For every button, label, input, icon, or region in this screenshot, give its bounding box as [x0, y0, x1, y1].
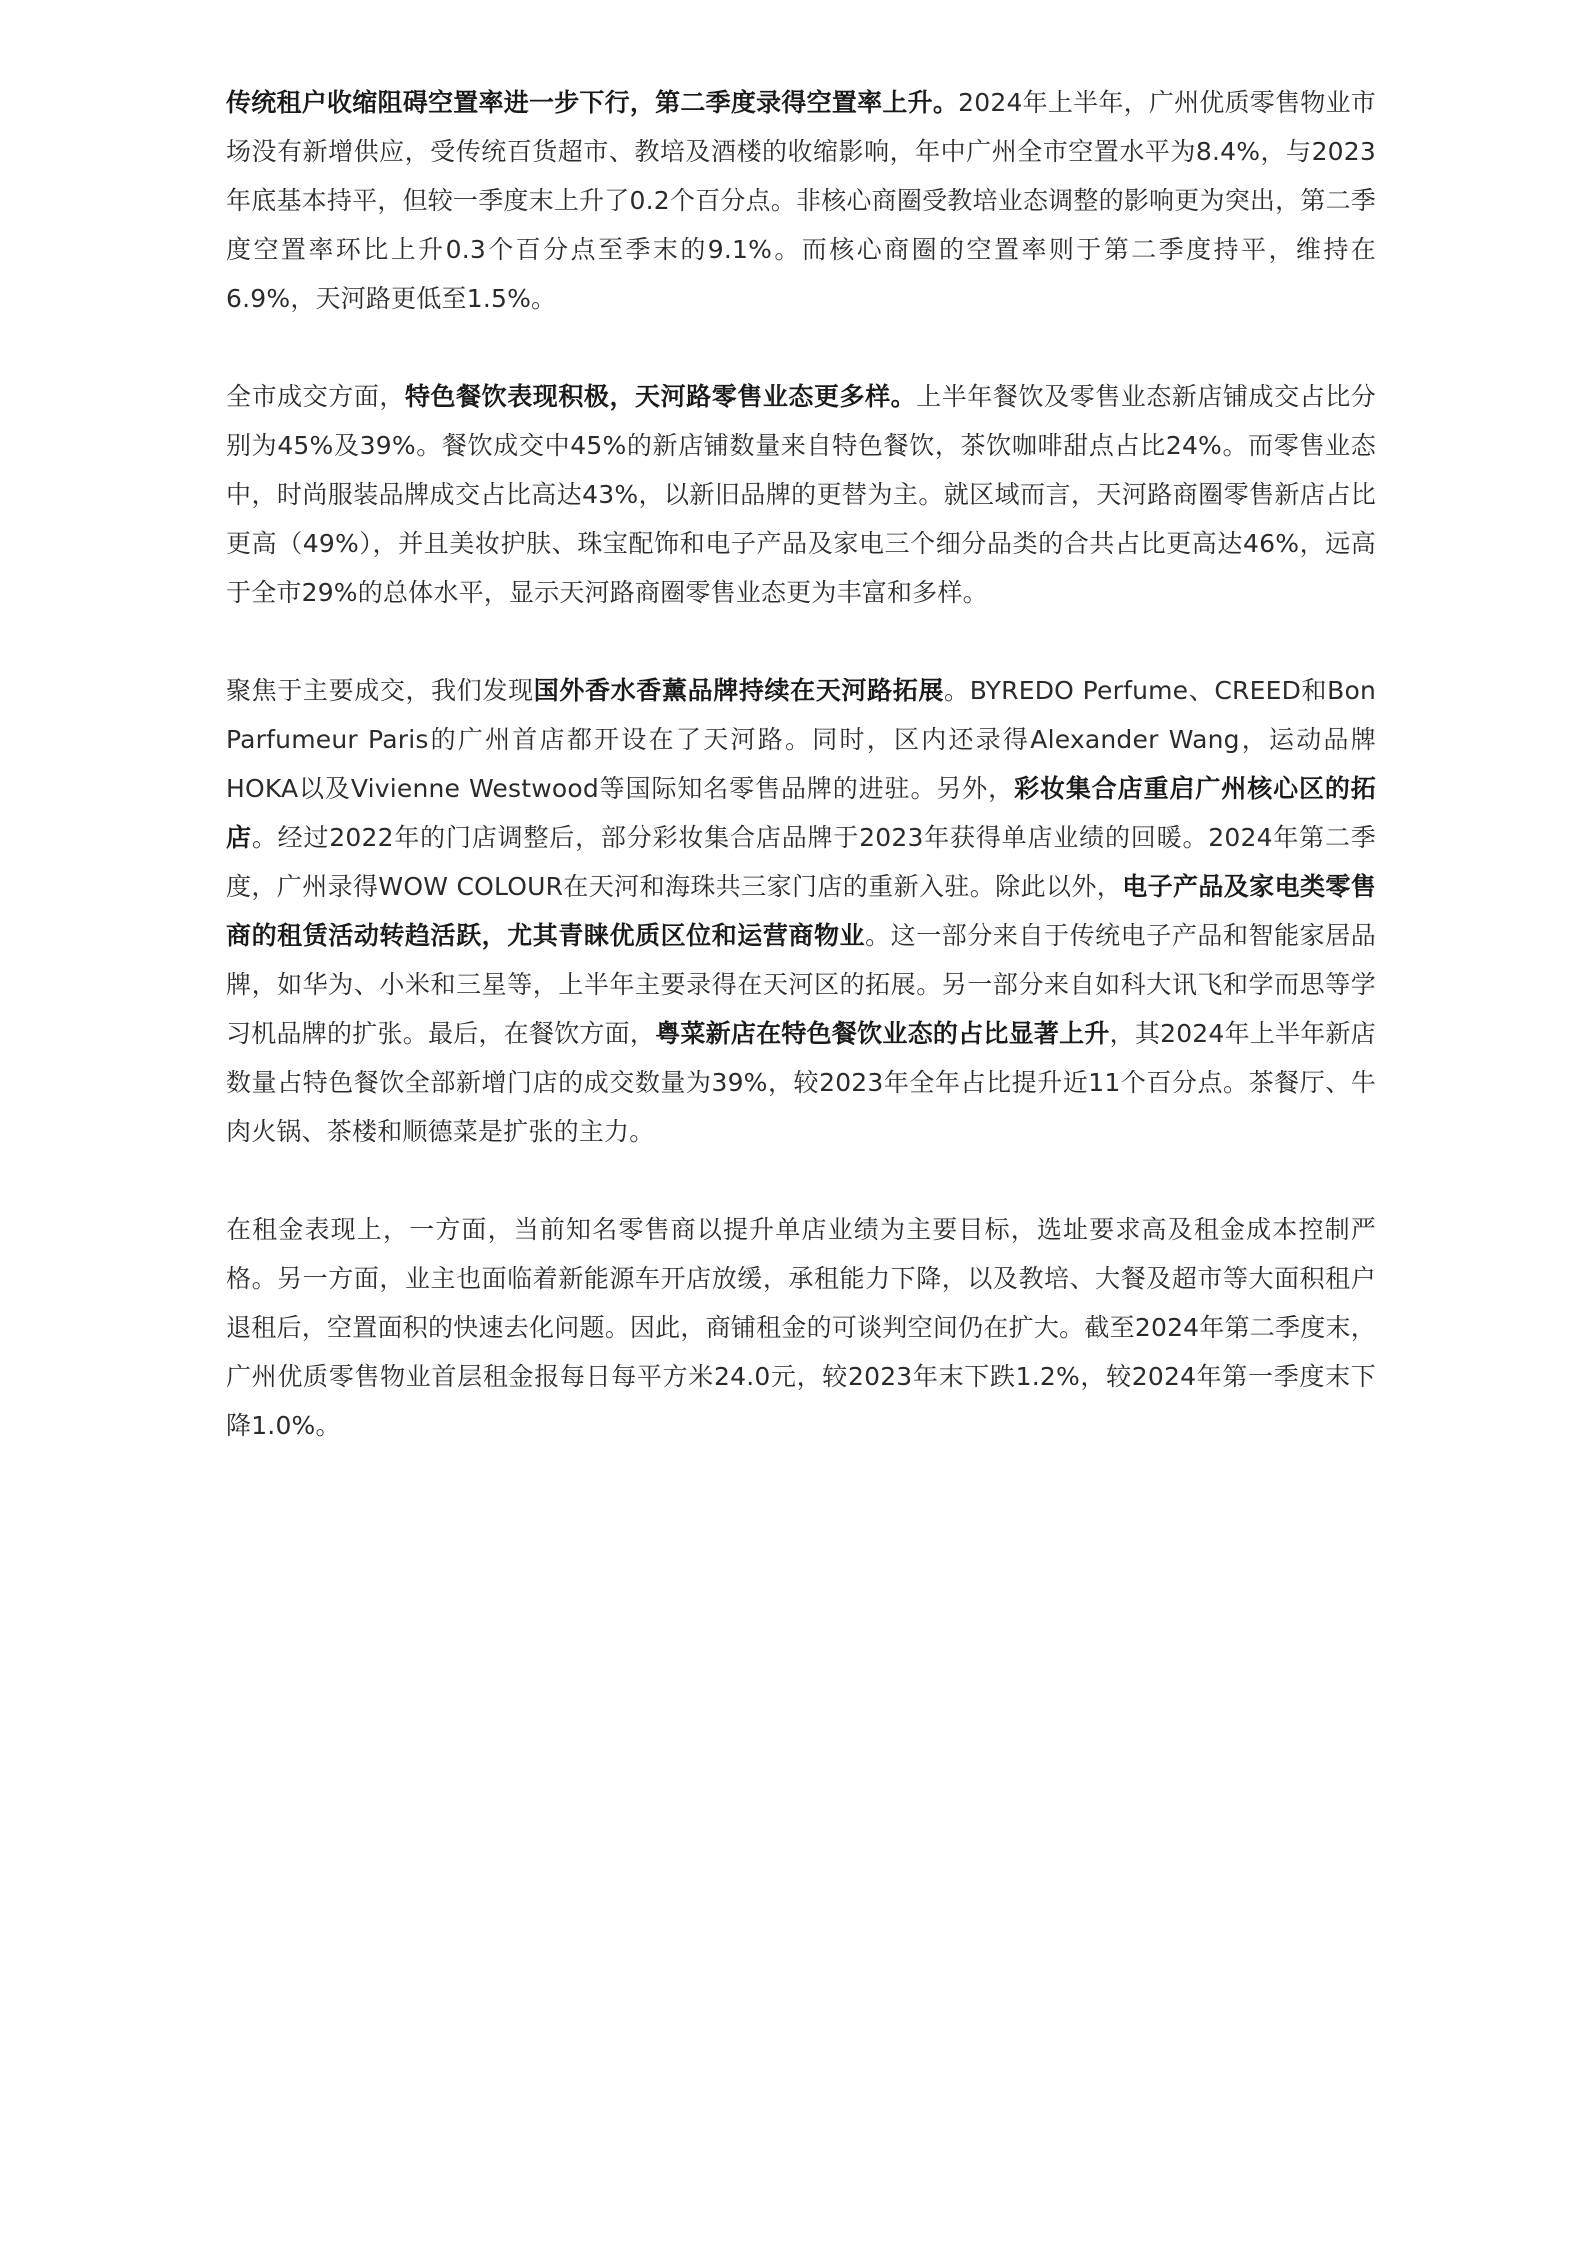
highlight-electronics-retailers: 电子产品及家电类零售商的租赁活动转趋活跃，尤其青睐优质区位和运营商物业: [226, 872, 1376, 950]
highlight-vacancy-rise: 传统租户收缩阻碍空置率进一步下行，第二季度录得空置率上升。: [226, 88, 959, 117]
document-page: [226, 78, 1376, 1499]
paragraph-vacancy: [226, 78, 1376, 323]
highlight-cantonese-cuisine: 粤菜新店在特色餐饮业态的占比显著上升: [655, 1019, 1110, 1048]
body-text: 。经过2022年的门店调整后，部分彩妆集合店品牌于2023年获得单店业绩的回暖。2024年第二季度，广州录得WOW COLOUR在天河和海珠共三家门店的重新入驻。除此以外，: [226, 823, 1376, 901]
body-text: 全市成交方面，: [226, 382, 405, 411]
highlight-specialty-dining: 特色餐饮表现积极，天河路零售业态更多样。: [404, 382, 917, 411]
highlight-fragrance-brands: 国外香水香薰品牌持续在天河路拓展: [533, 676, 945, 705]
body-text: 。BYREDO Perfume、CREED和Bon Parfumeur Paris的广州首店都开设在了天河路。同时，区内还录得Alexander Wang，运动品牌HOKA以及Vivienne Westwood等国际知名零售品牌的进驻。另外，: [226, 676, 1376, 803]
paragraph-leasing: [226, 372, 1376, 617]
paragraph-rent: [226, 1205, 1376, 1450]
body-text: 在租金表现上，一方面，当前知名零售商以提升单店业绩为主要目标，选址要求高及租金成本控制严格。另一方面，业主也面临着新能源车开店放缓，承租能力下降，以及教培、大餐及超市等大面积租户退租后，空置面积的快速去化问题。因此，商铺租金的可谈判空间仍在扩大。截至2024年第二季度末，广州优质零售物业首层租金报每日每平方米24.0元，较2023年末下跌1.2%，较2024年第一季度末下降1.0%。: [226, 1215, 1376, 1440]
body-text: 上半年餐饮及零售业态新店铺成交占比分别为45%及39%。餐饮成交中45%的新店铺数量来自特色餐饮，茶饮咖啡甜点占比24%。而零售业态中，时尚服装品牌成交占比高达43%，以新旧品牌的更替为主。就区域而言，天河路商圈零售新店占比更高（49%），并且美妆护肤、珠宝配饰和电子产品及家电三个细分品类的合共占比更高达46%，远高于全市29%的总体水平，显示天河路商圈零售业态更为丰富和多样。: [226, 382, 1376, 607]
body-text: 。这一部分来自于传统电子产品和智能家居品牌，如华为、小米和三星等，上半年主要录得在天河区的拓展。另一部分来自如科大讯飞和学而思等学习机品牌的扩张。最后，在餐饮方面，: [226, 921, 1376, 1048]
body-text: 聚焦于主要成交，我们发现: [226, 676, 534, 705]
paragraph-major-deals: [226, 666, 1376, 1156]
body-text: 2024年上半年，广州优质零售物业市场没有新增供应，受传统百货超市、教培及酒楼的收缩影响，年中广州全市空置水平为8.4%，与2023年底基本持平，但较一季度末上升了0.2个百分点。非核心商圈受教培业态调整的影响更为突出，第二季度空置率环比上升0.3个百分点至季末的9.1%。而核心商圈的空置率则于第二季度持平，维持在6.9%，天河路更低至1.5%。: [226, 88, 1376, 313]
body-text: ，其2024年上半年新店数量占特色餐饮全部新增门店的成交数量为39%，较2023年全年占比提升近11个百分点。茶餐厅、牛肉火锅、茶楼和顺德菜是扩张的主力。: [226, 1019, 1376, 1146]
highlight-cosmetics-stores: 彩妆集合店重启广州核心区的拓店: [226, 774, 1376, 852]
